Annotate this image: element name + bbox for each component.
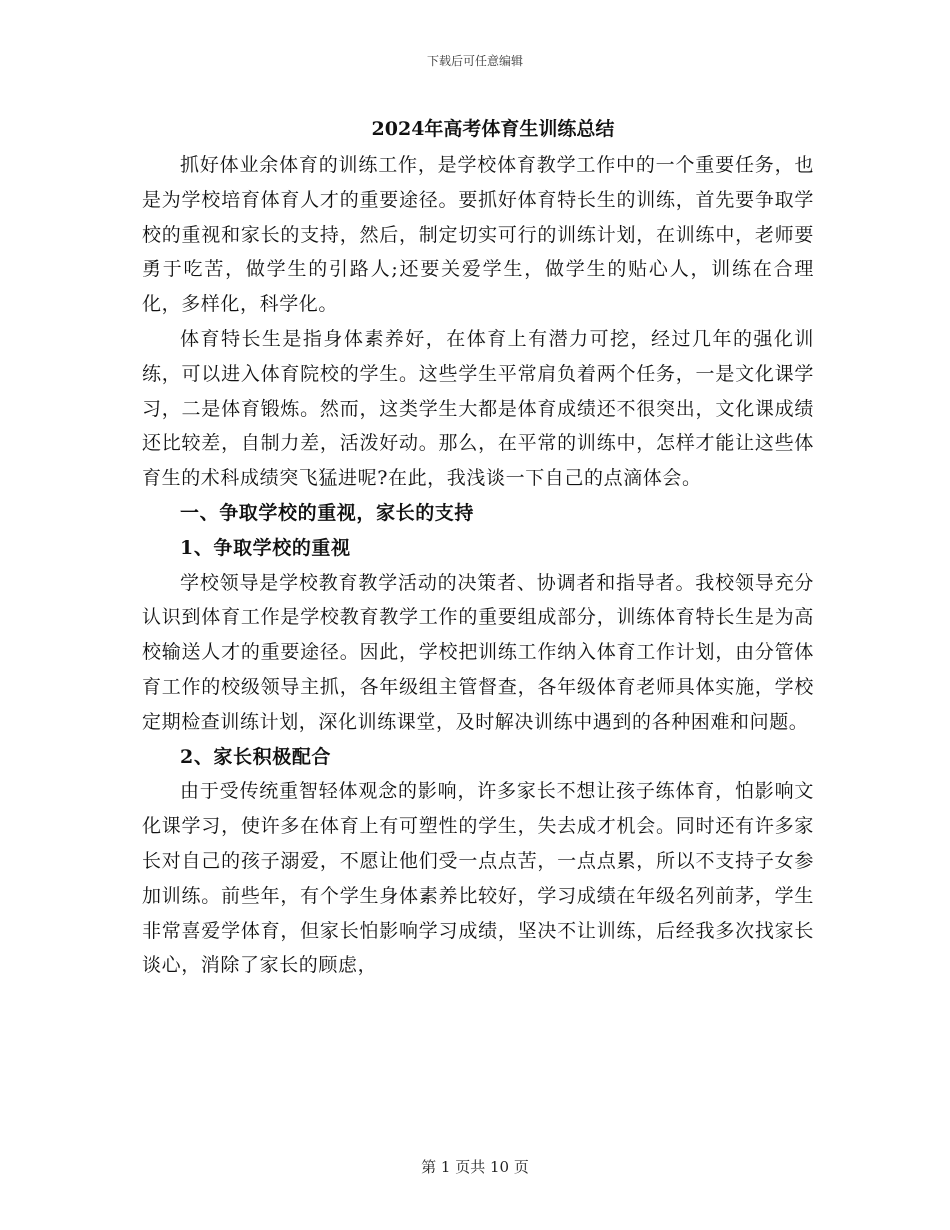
paragraph-intro: 抓好体业余体育的训练工作，是学校体育教学工作中的一个重要任务，也是为学校培育体育人才的重要途径。要抓好体育特长生的训练，首先要争取学校的重视和家长的支持，然后，制定切实可行的训练计划，在训练中，老师要勇于吃苦，做学生的引路人;还要关爱学生，做学生的贴心人，训练在合理化，多样化，科学化。 — [142, 154, 814, 316]
page-number: 第 1 页共 10 页 — [421, 1158, 529, 1176]
paragraph-school: 学校领导是学校教育教学活动的决策者、协调者和指导者。我校领导充分认识到体育工作是学校教育教学工作的重要组成部分，训练体育特长生是为高校输送人才的重要途径。因此，学校把训练工作纳入体育工作计划，由分管体育工作的校级领导主抓，各年级组主管督查，各年级体育老师具体实施，学校定期检查训练计划，深化训练课堂，及时解决训练中遇到的各种困难和问题。 — [142, 571, 814, 733]
subsection-heading-1-2: 2、家长积极配合 — [180, 745, 332, 768]
document-body — [142, 112, 814, 983]
paragraph-parents: 由于受传统重智轻体观念的影响，许多家长不想让孩子练体育，怕影响文化课学习，使许多在体育上有可塑性的学生，失去成才机会。同时还有许多家长对自己的孩子溺爱，不愿让他们受一点点苦，一点点累，所以不支持子女参加训练。前些年，有个学生身体素养比较好，学习成绩在年级名列前茅，学生非常喜爱学体育，但家长怕影响学习成绩，坚决不让训练，后经我多次找家长谈心，消除了家长的顾虑， — [142, 780, 814, 977]
section-heading-1: 一、争取学校的重视，家长的支持 — [180, 501, 475, 524]
document-title: 2024年高考体育生训练总结 — [371, 118, 615, 140]
page-header-note: 下载后可任意编辑 — [426, 54, 523, 68]
subsection-heading-1-1: 1、争取学校的重视 — [180, 536, 351, 559]
paragraph-background: 体育特长生是指身体素养好，在体育上有潜力可挖，经过几年的强化训练，可以进入体育院校的学生。这些学生平常肩负着两个任务，一是文化课学习，二是体育锻炼。然而，这类学生大都是体育成绩还不很突出，文化课成绩还比较差，自制力差，活泼好动。那么，在平常的训练中，怎样才能让这些体育生的术科成绩突飞猛进呢?在此，我浅谈一下自己的点滴体会。 — [142, 327, 814, 490]
